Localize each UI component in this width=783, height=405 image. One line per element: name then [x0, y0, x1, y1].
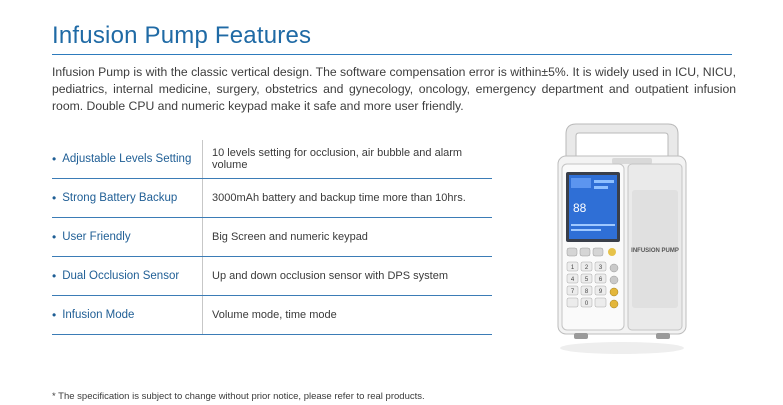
infusion-pump-illustration	[552, 120, 692, 365]
svg-text:3: 3	[598, 265, 603, 271]
svg-text:0: 0	[584, 301, 589, 307]
footnote: * The specification is subject to change without prior notice, please refer to real products.	[52, 391, 425, 402]
pump-foot	[656, 333, 670, 339]
feature-description: 3000mAh battery and backup time more than 10hrs.	[212, 192, 466, 204]
feature-label-cell	[52, 179, 203, 217]
svg-text:6: 6	[598, 277, 603, 283]
feature-label: Adjustable Levels Setting	[62, 153, 192, 165]
svg-text:1: 1	[570, 265, 575, 271]
bullet-icon: •	[52, 308, 57, 322]
feature-row	[52, 140, 492, 179]
pump-control-button	[610, 276, 618, 284]
pump-top-bar	[612, 158, 652, 164]
feature-label: User Friendly	[62, 231, 131, 243]
intro-paragraph: Infusion Pump is with the classic vertical design. The software compensation error is within±5%. It is widely used in ICU, NICU, pediatrics, internal medicine, surgery, obstetrics and gynecology, oncology, emergency department and outpatient infusion room. Double CPU and numeric keypad make it safe and more user friendly.	[52, 65, 736, 113]
svg-text:2: 2	[584, 265, 589, 271]
feature-description: Big Screen and numeric keypad	[212, 231, 368, 243]
features-table	[52, 140, 492, 335]
feature-row	[52, 296, 492, 335]
feature-label-cell	[52, 257, 203, 295]
pump-brand-label: INFUSION PUMP	[631, 248, 679, 254]
title-divider	[52, 54, 732, 55]
svg-text:8: 8	[584, 289, 589, 295]
pump-control-button	[610, 264, 618, 272]
feature-row	[52, 218, 492, 257]
feature-description: Volume mode, time mode	[212, 309, 337, 321]
pump-function-button	[580, 248, 590, 256]
feature-label-cell	[52, 296, 203, 334]
bullet-icon: •	[52, 152, 57, 166]
pump-function-button	[567, 248, 577, 256]
feature-row	[52, 179, 492, 218]
pump-function-button	[593, 248, 603, 256]
feature-label-cell	[52, 140, 203, 178]
feature-row	[52, 257, 492, 296]
svg-text:9: 9	[598, 289, 603, 295]
page-title: Infusion Pump Features	[52, 22, 312, 49]
pump-handle	[566, 124, 678, 158]
feature-label: Strong Battery Backup	[62, 192, 178, 204]
feature-description: 10 levels setting for occlusion, air bubble and alarm volume	[212, 147, 463, 171]
feature-label: Dual Occlusion Sensor	[62, 270, 180, 282]
feature-label-cell	[52, 218, 203, 256]
svg-text:4: 4	[570, 277, 575, 283]
pump-screen-value: 88	[573, 201, 587, 215]
bullet-icon: •	[52, 191, 57, 205]
pump-start-button	[610, 288, 618, 296]
pump-stop-button	[610, 300, 618, 308]
pump-foot	[574, 333, 588, 339]
bullet-icon: •	[52, 230, 57, 244]
pump-status-light	[608, 248, 616, 256]
svg-text:7: 7	[570, 289, 575, 295]
feature-label: Infusion Mode	[62, 309, 135, 321]
feature-description: Up and down occlusion sensor with DPS system	[212, 270, 448, 282]
svg-text:5: 5	[584, 277, 589, 283]
bullet-icon: •	[52, 269, 57, 283]
